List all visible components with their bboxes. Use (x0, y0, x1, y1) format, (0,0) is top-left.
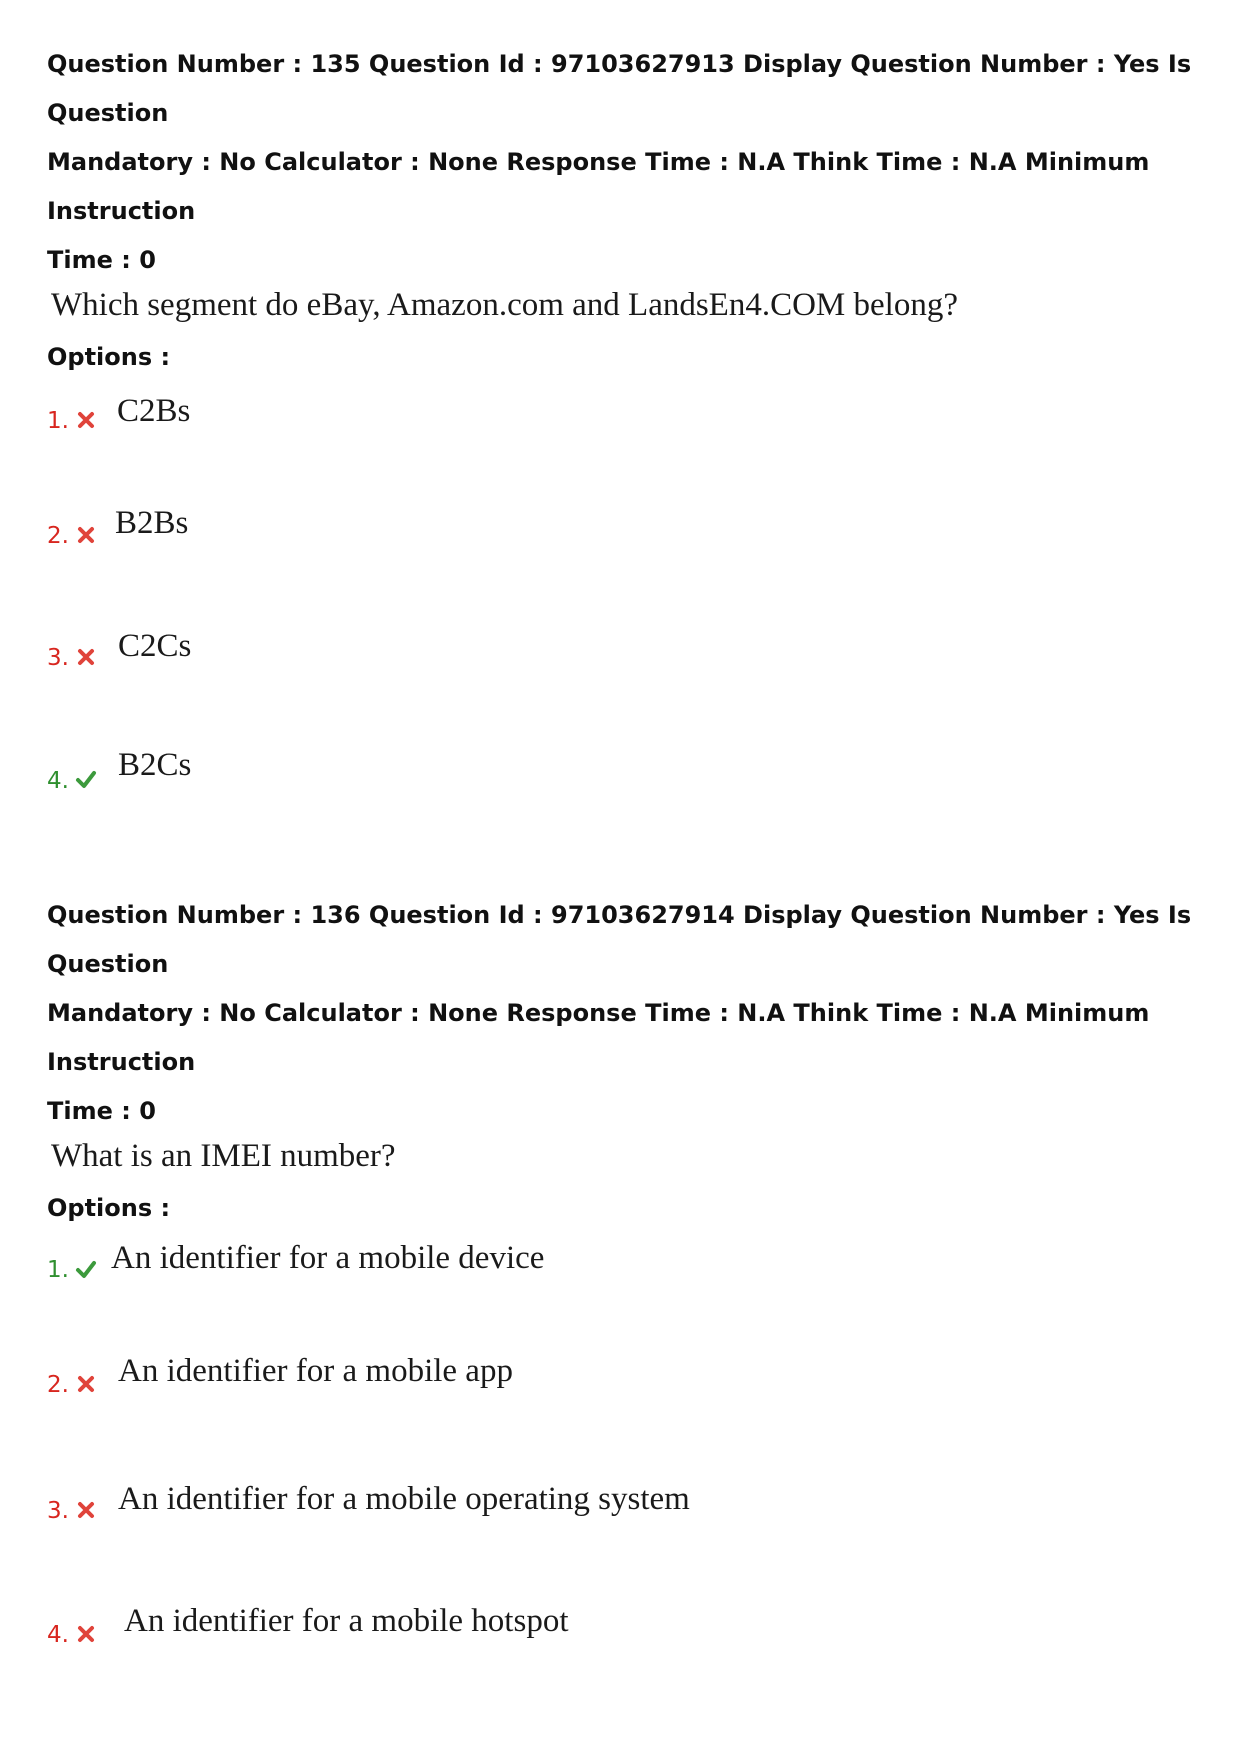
option-number: 4. (47, 1622, 69, 1648)
question-meta-line: Mandatory : No Calculator : None Response Time : N.A Think Time : N.A Minimum Instruction (47, 999, 1150, 1076)
question-meta-line: Time : 0 (47, 1097, 156, 1125)
question-block (47, 40, 1207, 877)
check-icon (75, 1258, 97, 1280)
option-text: B2Bs (115, 505, 189, 541)
option-number: 3. (47, 645, 69, 671)
question-meta-line: Question Number : 135 Question Id : 97103627913 Display Question Number : Yes Is Question (47, 50, 1192, 127)
option-number: 4. (47, 768, 69, 794)
option-item (47, 627, 1207, 752)
option-item (47, 747, 1207, 877)
option-item (47, 1478, 1207, 1603)
cross-icon (75, 646, 97, 668)
question-meta-line: Time : 0 (47, 246, 156, 274)
option-item (47, 377, 1207, 502)
cross-icon (75, 1499, 97, 1521)
question-text: Which segment do eBay, Amazon.com and LandsEn4.COM belong? (51, 287, 958, 323)
question-text: What is an IMEI number? (51, 1138, 396, 1174)
option-text: An identifier for a mobile app (118, 1353, 513, 1389)
option-item (47, 502, 1207, 627)
options-label: Options : (47, 343, 171, 371)
option-item (47, 1228, 1207, 1353)
option-number: 1. (47, 1257, 69, 1283)
options-label: Options : (47, 1194, 171, 1222)
cross-icon (75, 409, 97, 431)
option-text: C2Cs (118, 628, 192, 664)
cross-icon (75, 524, 97, 546)
question-meta-line: Mandatory : No Calculator : None Response Time : N.A Think Time : N.A Minimum Instruction (47, 148, 1150, 225)
cross-icon (75, 1373, 97, 1395)
option-number: 2. (47, 523, 69, 549)
option-text: B2Cs (118, 747, 192, 783)
option-item (47, 1353, 1207, 1478)
option-text: An identifier for a mobile operating system (118, 1481, 690, 1517)
option-text: An identifier for a mobile device (111, 1240, 545, 1276)
option-number: 2. (47, 1372, 69, 1398)
option-text: C2Bs (117, 393, 191, 429)
option-text: An identifier for a mobile hotspot (124, 1603, 569, 1639)
question-block (47, 891, 1207, 1728)
option-number: 3. (47, 1498, 69, 1524)
question-meta-line: Question Number : 136 Question Id : 97103627914 Display Question Number : Yes Is Question (47, 901, 1192, 978)
check-icon (75, 768, 97, 790)
option-item (47, 1603, 1207, 1728)
option-number: 1. (47, 408, 69, 434)
cross-icon (75, 1623, 97, 1645)
